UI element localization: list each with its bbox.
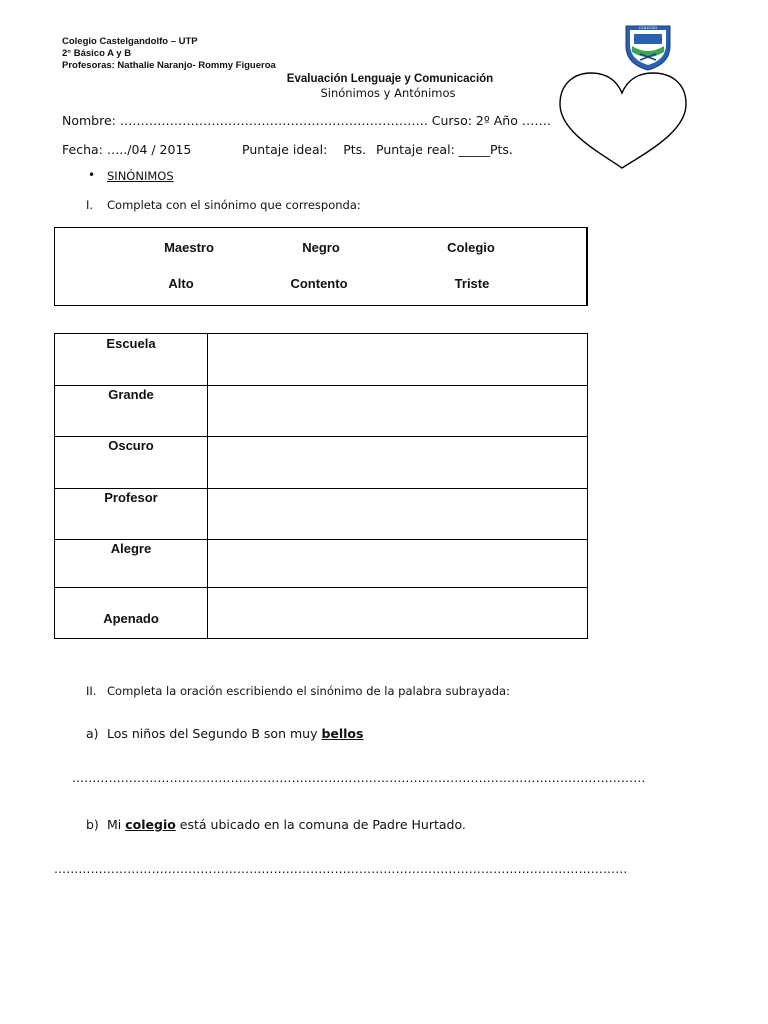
- word-bank-item: Triste: [454, 276, 490, 291]
- answer-cell[interactable]: [208, 437, 588, 489]
- sentence-b-keyword: colegio: [125, 817, 176, 832]
- sentence-a-label: a): [86, 726, 99, 741]
- sentence-a-keyword: bellos: [321, 726, 364, 741]
- school-logo: [620, 22, 676, 72]
- item2-number: II.: [86, 684, 97, 698]
- word-bank-box: [54, 227, 588, 306]
- table-row: [55, 489, 588, 540]
- ideal-score: Puntaje ideal: Pts.: [242, 142, 367, 157]
- sentence-b-label: b): [86, 817, 99, 832]
- sentence-a-text: Los niños del Segundo B son muy: [107, 726, 322, 741]
- word-bank-item: Alto: [168, 276, 194, 291]
- sentence-b: [107, 817, 466, 832]
- answer-cell[interactable]: [208, 489, 588, 540]
- table-row: [55, 437, 588, 489]
- word-bank-item: Colegio: [447, 240, 495, 255]
- sentence-b-text: Mi: [107, 817, 126, 832]
- table-row: [55, 588, 588, 639]
- table-row: [55, 334, 588, 386]
- name-field[interactable]: Nombre: ….……………………………………………………………. Curso: 2º Año …….: [62, 113, 551, 128]
- row-word: Oscuro: [55, 437, 208, 489]
- row-word: Apenado: [55, 588, 208, 639]
- sentence-b-text-end: está ubicado en la comuna de Padre Hurtado.: [175, 817, 466, 832]
- table-row: [55, 540, 588, 588]
- section-heading: SINÓNIMOS: [107, 169, 174, 183]
- synonym-table: [54, 333, 588, 639]
- page-title: Evaluación Lenguaje y Comunicación: [286, 73, 494, 85]
- row-word: Grande: [55, 386, 208, 437]
- item1-instruction: Completa con el sinónimo que corresponda:: [107, 198, 361, 212]
- word-bank-item: Maestro: [164, 240, 214, 255]
- date-field[interactable]: Fecha: …../04 / 2015: [62, 142, 192, 157]
- sentence-a: [107, 726, 363, 741]
- word-bank-item: Contento: [290, 276, 348, 291]
- answer-cell[interactable]: [208, 588, 588, 639]
- item1-number: I.: [86, 198, 94, 212]
- school-name: Colegio Castelgandolfo – UTP: [62, 36, 198, 47]
- row-word: Profesor: [55, 489, 208, 540]
- item2-instruction: Completa la oración escribiendo el sinónimo de la palabra subrayada:: [107, 684, 510, 698]
- answer-cell[interactable]: [208, 386, 588, 437]
- row-word: Alegre: [55, 540, 208, 588]
- logo-text: COLEGIO: [638, 25, 658, 30]
- answer-line-b[interactable]: ……………………………………………………………………………………………………………………………: [54, 862, 628, 876]
- row-word: Escuela: [55, 334, 208, 386]
- page-subtitle: Sinónimos y Antónimos: [320, 86, 456, 100]
- answer-cell[interactable]: [208, 334, 588, 386]
- answer-line-a[interactable]: ……………………………………………………………………………………………………………………………: [72, 771, 646, 785]
- real-score-field[interactable]: Puntaje real: _____Pts.: [376, 142, 513, 157]
- bullet-icon: •: [88, 168, 96, 182]
- word-bank-item: Negro: [302, 240, 340, 255]
- grade-line: 2° Básico A y B: [62, 48, 132, 59]
- table-row: [55, 386, 588, 437]
- teachers-line: Profesoras: Nathalie Naranjo- Rommy Figueroa: [62, 60, 276, 71]
- answer-cell[interactable]: [208, 540, 588, 588]
